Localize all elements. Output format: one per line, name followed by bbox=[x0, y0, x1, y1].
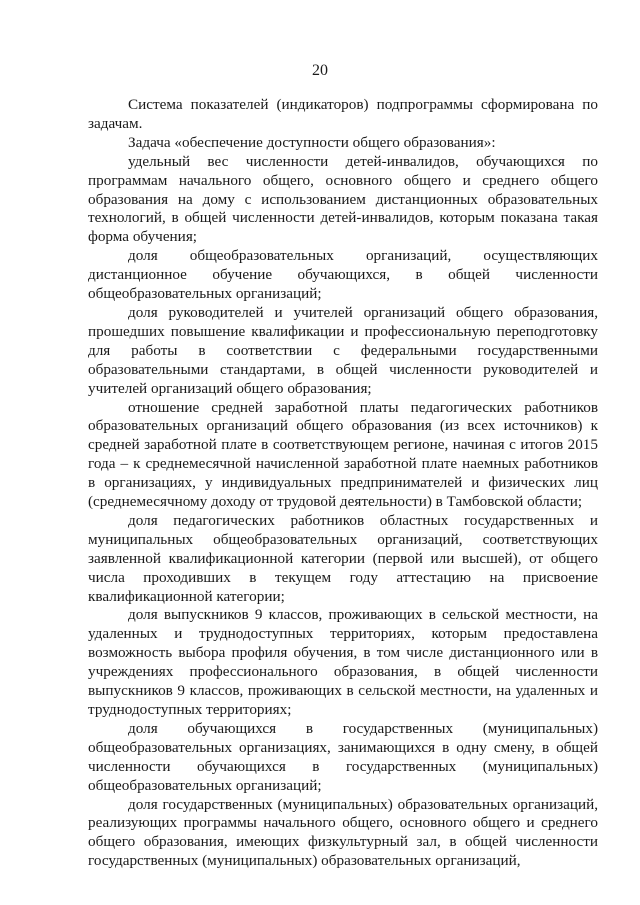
page-number: 20 bbox=[312, 62, 328, 79]
paragraph-indicator: доля обучающихся в государственных (муниципальных) общеобразовательных организациях, занимающихся в одну смену, в общей численности обучающихся в государственных (муниципальных) общеобразовательных организаций; bbox=[88, 719, 598, 794]
paragraph-intro: Система показателей (индикаторов) подпрограммы сформирована по задачам. bbox=[88, 96, 598, 132]
paragraph-indicator: доля выпускников 9 классов, проживающих в сельской местности, на удаленных и труднодоступных территориях, которым предоставлена возможность выбора профиля обучения, в том числе дистанционного или в учреждениях профессионального образования, в общей численности выпускников 9 классов, проживающих в сельской местности, на удаленных и труднодоступных территориях; bbox=[88, 606, 598, 718]
paragraph-indicator: доля руководителей и учителей организаций общего образования, прошедших повышение квалификации и профессиональную переподготовку для работы в соответствии с федеральными государственными образовательными стандартами, в общей численности руководителей и учителей организаций общего образования; bbox=[88, 303, 598, 397]
paragraph-indicator: доля педагогических работников областных государственных и муниципальных общеобразовательных организаций, соответствующих заявленной квалификационной категории (первой или высшей), от общего числа проходивших в текущем году аттестацию на присвоение квалификационной категории; bbox=[88, 511, 598, 605]
document-body bbox=[88, 96, 598, 871]
paragraph-indicator: удельный вес численности детей-инвалидов, обучающихся по программам начального общего, основного общего и среднего общего образования на дому с использованием дистанционных образовательных технологий, в общей численности детей-инвалидов, которым показана такая форма обучения; bbox=[88, 152, 598, 246]
paragraph-task-heading: Задача «обеспечение доступности общего образования»: bbox=[128, 133, 496, 151]
paragraph-indicator: доля общеобразовательных организаций, осуществляющих дистанционное обучение обучающихся, в общей численности общеобразовательных организаций; bbox=[88, 247, 598, 303]
paragraph-indicator: доля государственных (муниципальных) образовательных организаций, реализующих программы начального общего, основного общего и среднего общего образования, имеющих физкультурный зал, в общей численности государственных (муниципальных) образовательных организаций, bbox=[88, 795, 598, 870]
paragraph-indicator: отношение средней заработной платы педагогических работников образовательных организаций общего образования (из всех источников) к средней заработной плате в соответствующем регионе, начиная с итогов 2015 года – к среднемесячной начисленной заработной плате наемных работников в организациях, у индивидуальных предпринимателей и физических лиц (среднемесячному доходу от трудовой деятельности) в Тамбовской области; bbox=[88, 398, 598, 511]
